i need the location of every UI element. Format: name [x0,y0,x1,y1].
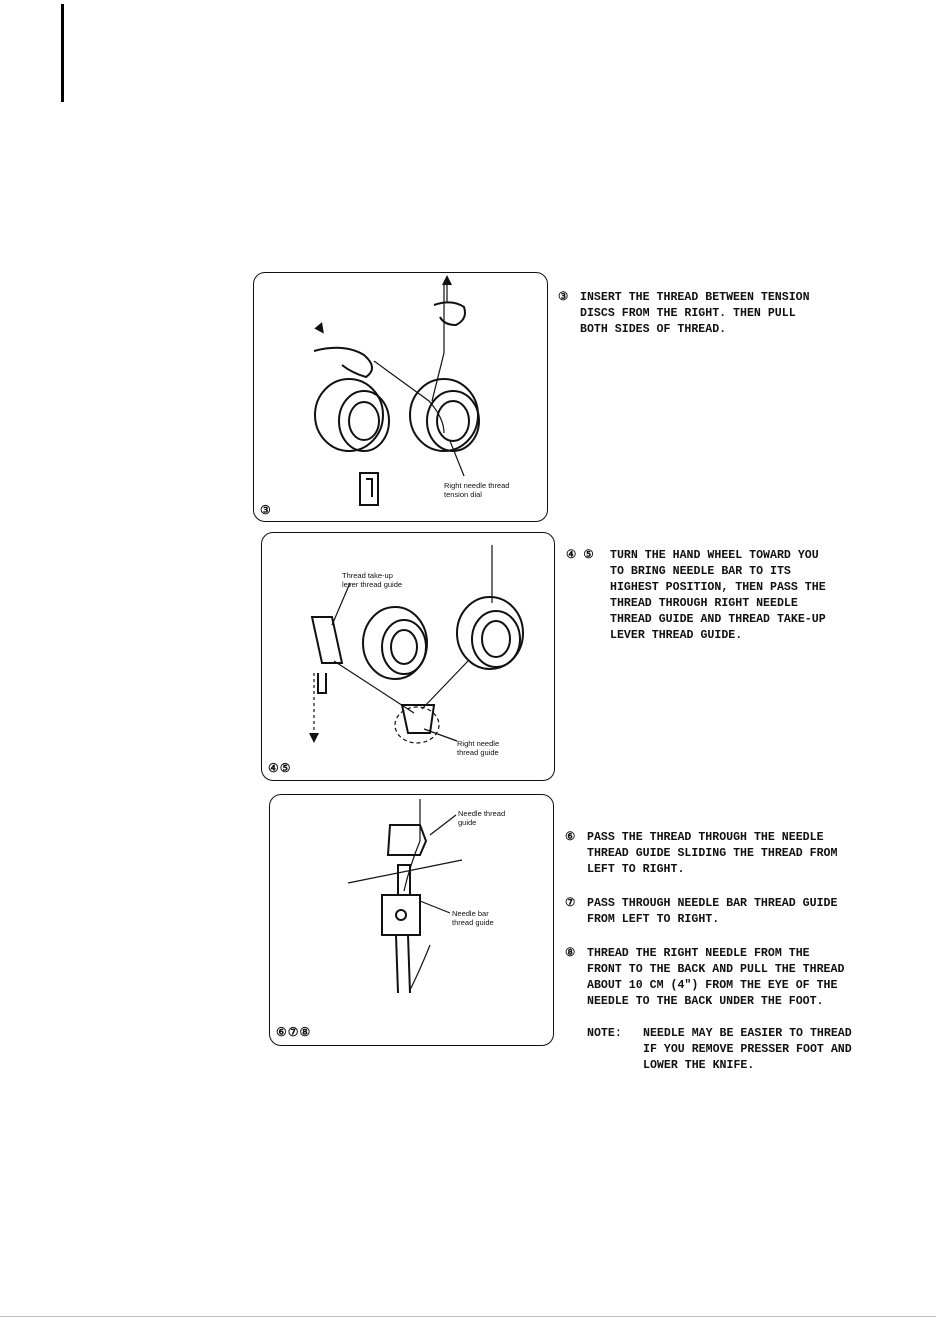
takeup-guide-label: Thread take-up lever thread guide [342,571,403,589]
figure-number: ③ [260,503,272,517]
step-number: ⑦ [565,897,576,910]
step-text: PASS THROUGH NEEDLE BAR THREAD GUIDE FROM LEFT TO RIGHT. [587,897,838,926]
needle-thread-guide-label: Needle thread guide [458,809,506,827]
tension-dial-label: Right needle thread tension dial [444,481,510,499]
instruction-step-3 [558,290,810,338]
instruction-step-8 [565,946,844,1010]
instruction-step-7 [565,896,837,928]
instruction-note [587,1026,852,1074]
figure-tension-discs [253,272,548,522]
step-text: TURN THE HAND WHEEL TOWARD YOU TO BRING NEEDLE BAR TO ITS HIGHEST POSITION, THEN PASS THE THREAD THROUGH RIGHT NEEDLE THREAD GUIDE AND THREAD TAKE-UP LEVER THREAD GUIDE. [610,549,826,642]
figure-needle-threading [269,794,554,1046]
step-text: INSERT THE THREAD BETWEEN TENSION DISCS FROM THE RIGHT. THEN PULL BOTH SIDES OF THREAD. [580,291,810,336]
step-number: ⑥ [565,831,576,844]
page-bottom-rule [0,1316,936,1317]
step-number: ④ ⑤ [566,549,594,562]
step-text: PASS THE THREAD THROUGH THE NEEDLE THREAD GUIDE SLIDING THE THREAD FROM LEFT TO RIGHT. [587,831,838,876]
step-number: ⑧ [565,947,576,960]
step-number: ③ [558,291,569,304]
margin-bar [61,4,64,102]
step-text: THREAD THE RIGHT NEEDLE FROM THE FRONT TO THE BACK AND PULL THE THREAD ABOUT 10 CM (4") FROM THE EYE OF THE NEEDLE TO THE BACK UNDER THE FOOT. [587,947,845,1008]
needle-threading-illustration [270,795,553,1045]
instruction-step-4-5 [566,548,826,644]
takeup-lever-illustration [262,533,554,780]
instruction-step-6 [565,830,837,878]
figure-number: ⑥⑦⑧ [276,1025,312,1039]
note-label: NOTE: [587,1027,622,1040]
note-text: NEEDLE MAY BE EASIER TO THREAD IF YOU REMOVE PRESSER FOOT AND LOWER THE KNIFE. [643,1027,852,1072]
needle-bar-guide-label: Needle bar thread guide [452,909,494,927]
needle-guide-label: Right needle thread guide [457,739,500,757]
figure-number: ④⑤ [268,761,292,775]
figure-takeup-lever [261,532,555,781]
